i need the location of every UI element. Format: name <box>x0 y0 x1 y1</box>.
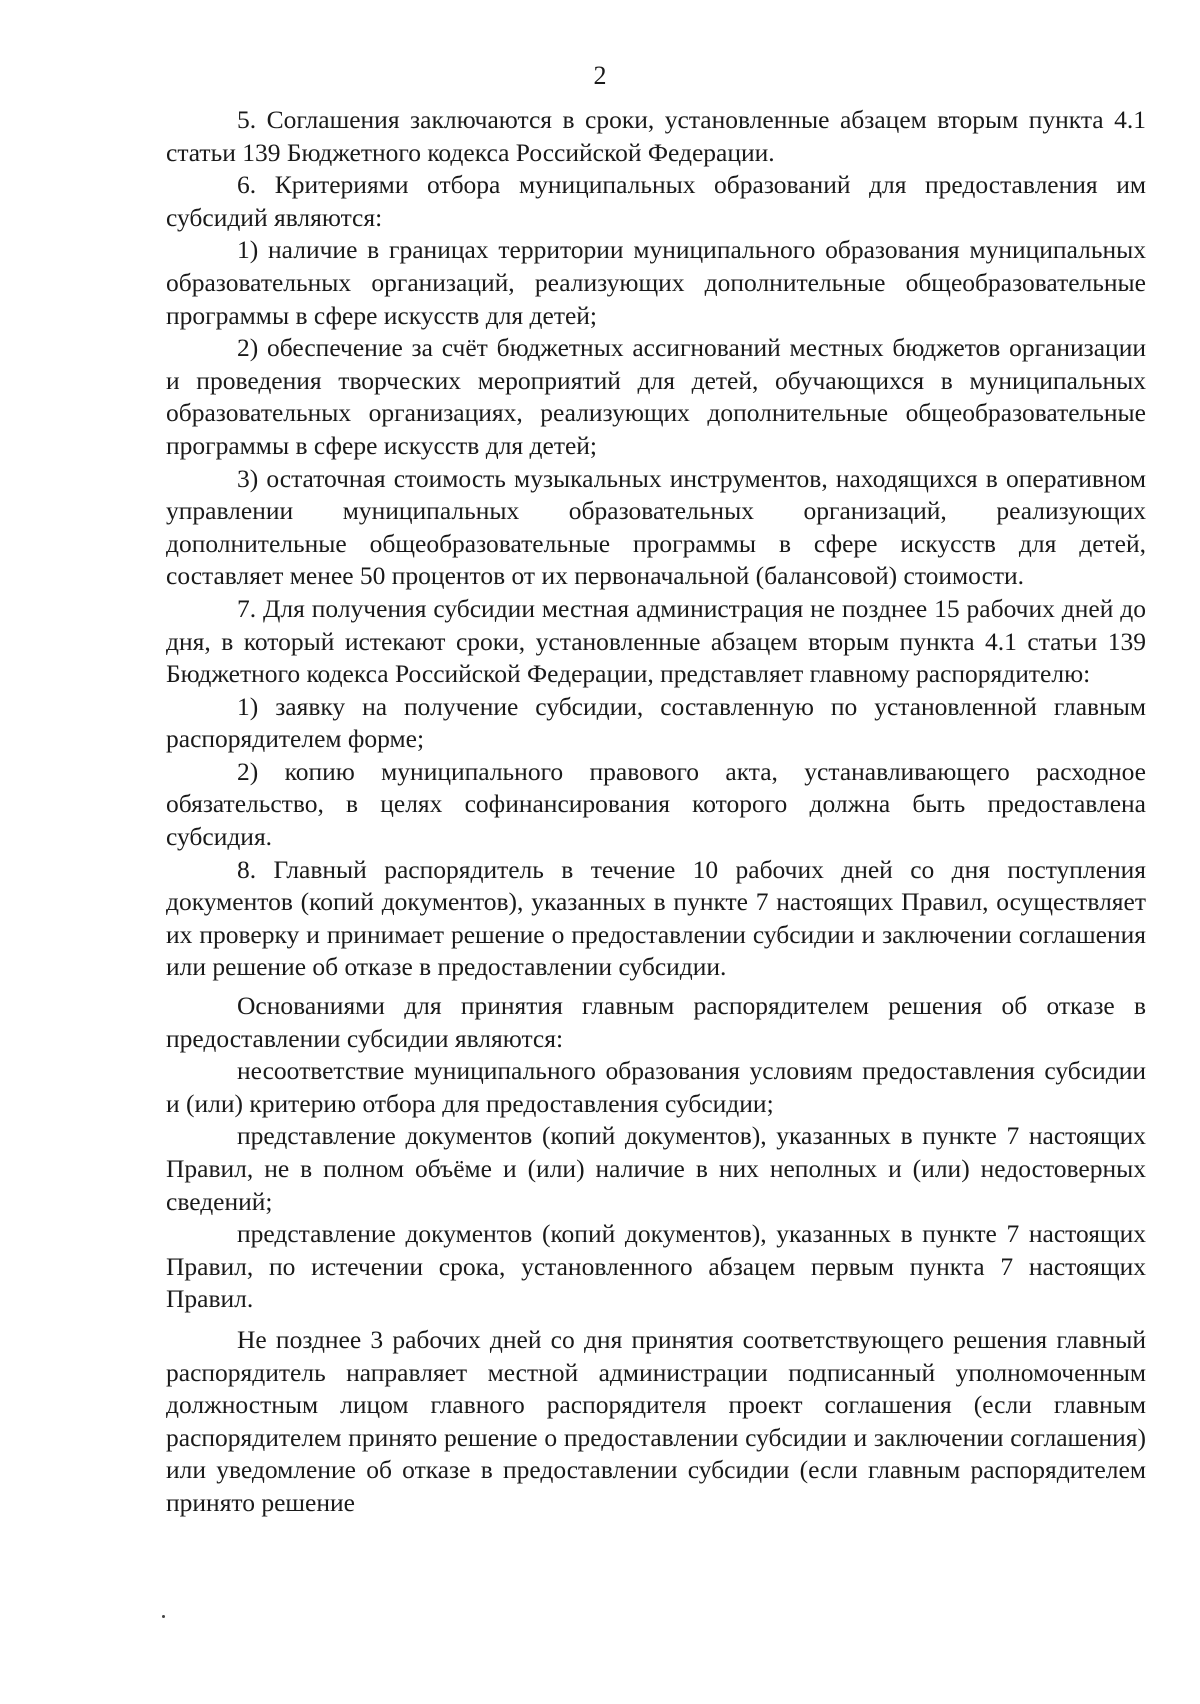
refusal-ground-2: представление документов (копий документов), указанных в пункте 7 настоящих Правил, не в полном объёме и (или) наличие в них неполных и (или) недостоверных сведений; <box>166 1121 1146 1216</box>
page-number: 2 <box>593 61 607 90</box>
document-item-2: 2) копию муниципального правового акта, устанавливающего расходное обязательство, в целях софинансирования которого должна быть предоставлена субсидия. <box>166 756 1146 852</box>
paragraph-8-review: 8. Главный распорядитель в течение 10 рабочих дней со дня поступления документов (копий документов), указанных в пункте 7 настоящих Правил, осуществляет их проверку и принимает решение о предоставлении субсидии и заключении соглашения или решение об отказе в предоставлении субсидии. <box>166 854 1146 982</box>
paragraph-6-criteria: 6. Критериями отбора муниципальных образований для предоставления им субсидий являются: <box>166 170 1146 232</box>
refusal-grounds-intro: Основаниями для принятия главным распорядителем решения об отказе в предоставлении субсидии являются: <box>166 991 1146 1053</box>
scan-speck <box>162 1615 165 1618</box>
refusal-ground-1: несоответствие муниципального образования условиям предоставления субсидии и (или) критерию отбора для предоставления субсидии; <box>166 1056 1146 1118</box>
refusal-ground-3: представление документов (копий документов), указанных в пункте 7 настоящих Правил, по истечении срока, установленного абзацем первым пункта 7 настоящих Правил. <box>166 1219 1146 1314</box>
criterion-2: 2) обеспечение за счёт бюджетных ассигнований местных бюджетов организации и проведения творческих мероприятий для детей, обучающихся в муниципальных образовательных организациях, реализующих дополнительные общеобразовательные программы в сфере искусств для детей; <box>166 333 1146 460</box>
paragraph-7-documents: 7. Для получения субсидии местная администрация не позднее 15 рабочих дней до дня, в который истекают сроки, установленные абзацем вторым пункта 4.1 статьи 139 Бюджетного кодекса Российской Федерации, представляет главному распорядителю: <box>166 593 1146 689</box>
criterion-3: 3) остаточная стоимость музыкальных инструментов, находящихся в оперативном управлении муниципальных образовательных организаций, реализующих дополнительные общеобразовательные программы в сфере искусств для детей, составляет менее 50 процентов от их первоначальной (балансовой) стоимости. <box>166 463 1146 591</box>
paragraph-5-agreements: 5. Соглашения заключаются в сроки, установленные абзацем вторым пункта 4.1 статьи 139 Бюджетного кодекса Российской Федерации. <box>166 105 1146 167</box>
document-item-1: 1) заявку на получение субсидии, составленную по установленной главным распорядителем форме; <box>166 691 1146 754</box>
notification-paragraph: Не позднее 3 рабочих дней со дня принятия соответствующего решения главный распорядитель направляет местной администрации подписанный уполномоченным должностным лицом главного распорядителя проект соглашения (если главным распорядителем принято решение о предоставлении субсидии и заключении соглашения) или уведомление об отказе в предоставлении субсидии (если главным распорядителем принято решение <box>166 1324 1146 1517</box>
document-body <box>166 104 1146 1520</box>
criterion-1: 1) наличие в границах территории муниципального образования муниципальных образовательных организаций, реализующих дополнительные общеобразовательные программы в сфере искусств для детей; <box>166 235 1146 330</box>
